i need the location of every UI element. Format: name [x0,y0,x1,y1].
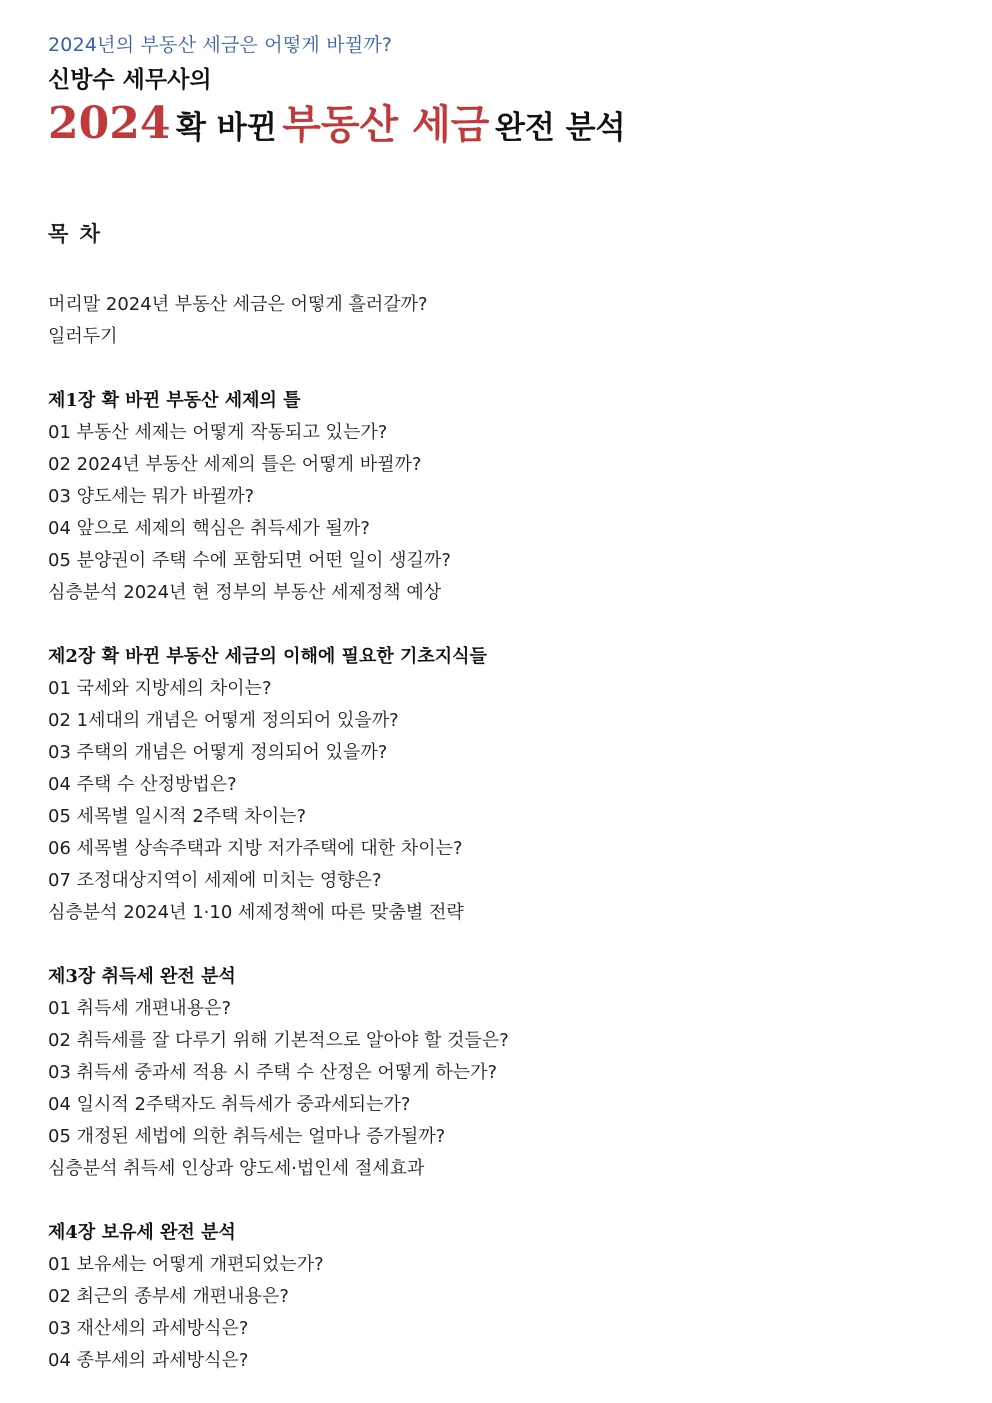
toc-item: 04 종부세의 과세방식은? [48,1350,249,1371]
header-subtitle: 2024년의 부동산 세금은 어떻게 바뀔까? [48,34,393,56]
toc-item: 05 세목별 일시적 2주택 차이는? [48,806,307,827]
title-accent: 부동산 세금 [282,102,490,148]
toc-item: 04 일시적 2주택자도 취득세가 중과세되는가? [48,1094,411,1115]
toc-item: 심층분석 2024년 1·10 세제정책에 따른 맞춤별 전략 [48,902,464,923]
toc-item: 01 취득세 개편내용은? [48,998,232,1019]
toc-item: 02 취득세를 잘 다루기 위해 기본적으로 알아야 할 것들은? [48,1030,509,1051]
toc-item: 심층분석 취득세 인상과 양도세·법인세 절세효과 [48,1158,425,1179]
main-title [48,96,626,161]
toc-spacer [48,929,948,961]
toc-item: 02 1세대의 개념은 어떻게 정의되어 있을까? [48,710,399,731]
toc-front-item: 머리말 2024년 부동산 세금은 어떻게 흘러갈까? [48,294,428,315]
toc-spacer [48,1185,948,1217]
toc-item: 05 분양권이 주택 수에 포함되면 어떤 일이 생길까? [48,550,451,571]
toc-item: 02 2024년 부동산 세제의 틀은 어떻게 바뀔까? [48,454,422,475]
table-of-contents [48,289,948,1377]
chapter-title: 제1장 확 바뀐 부동산 세제의 틀 [48,390,301,411]
title-part1: 확 바뀐 [176,110,277,146]
header-author: 신방수 세무사의 [48,67,212,93]
toc-item: 07 조정대상지역이 세제에 미치는 영향은? [48,870,382,891]
toc-item: 01 부동산 세제는 어떻게 작동되고 있는가? [48,422,388,443]
toc-item: 01 보유세는 어떻게 개편되었는가? [48,1254,324,1275]
toc-item: 03 재산세의 과세방식은? [48,1318,249,1339]
toc-item: 03 주택의 개념은 어떻게 정의되어 있을까? [48,742,388,763]
title-year: 2024 [48,98,171,149]
toc-item: 심층분석 2024년 현 정부의 부동산 세제정책 예상 [48,582,442,603]
chapter-title: 제2장 확 바뀐 부동산 세금의 이해에 필요한 기초지식들 [48,646,487,667]
toc-item: 01 국세와 지방세의 차이는? [48,678,272,699]
chapter-title: 제3장 취득세 완전 분석 [48,966,236,987]
toc-label: 목 차 [48,222,102,246]
toc-item: 06 세목별 상속주택과 지방 저가주택에 대한 차이는? [48,838,463,859]
toc-item: 02 최근의 종부세 개편내용은? [48,1286,289,1307]
toc-spacer [48,353,948,385]
toc-spacer [48,609,948,641]
toc-front-item: 일러두기 [48,326,118,347]
chapter-title: 제4장 보유세 완전 분석 [48,1222,236,1243]
toc-item: 03 양도세는 뭐가 바뀔까? [48,486,255,507]
toc-item: 05 개정된 세법에 의한 취득세는 얼마나 증가될까? [48,1126,446,1147]
toc-item: 04 앞으로 세제의 핵심은 취득세가 될까? [48,518,370,539]
toc-item: 04 주택 수 산정방법은? [48,774,237,795]
toc-item: 03 취득세 중과세 적용 시 주택 수 산정은 어떻게 하는가? [48,1062,498,1083]
title-part2: 완전 분석 [494,110,626,146]
